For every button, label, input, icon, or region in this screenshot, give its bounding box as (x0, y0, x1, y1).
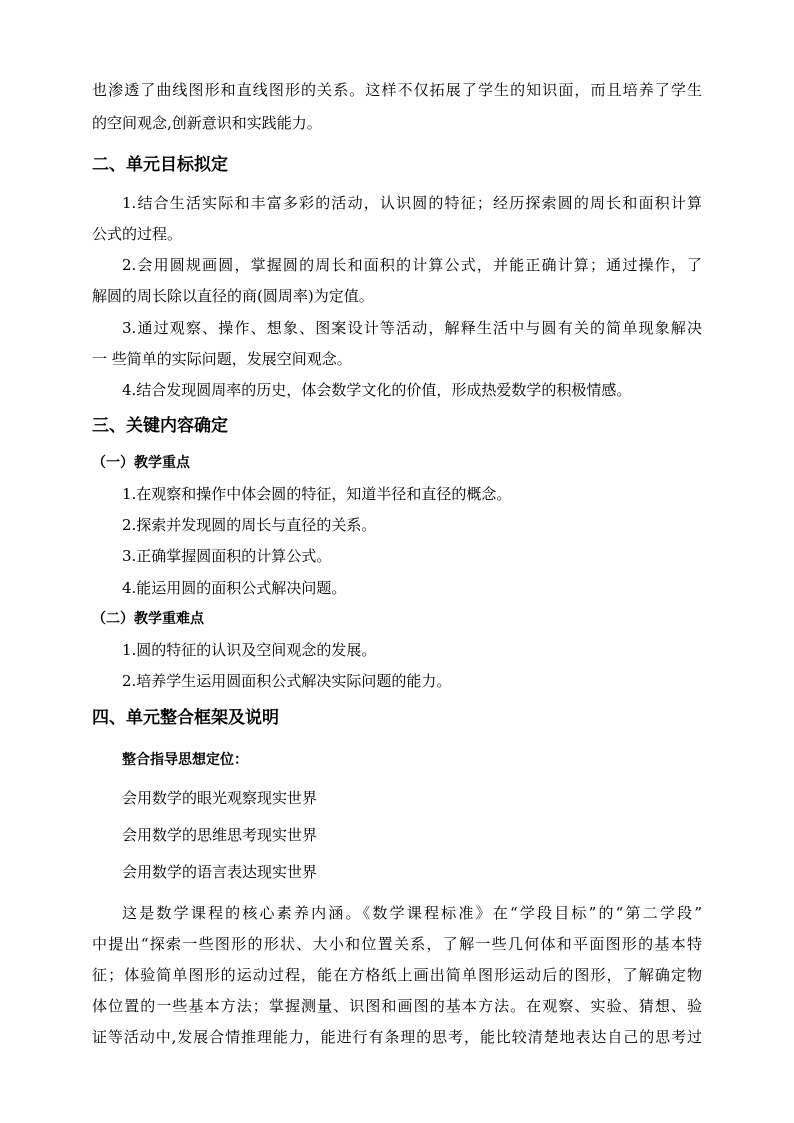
goal-3-line-1: 3.通过观察、操作、想象、图案设计等活动，解释生活中与圆有关的简单现象解决 (122, 319, 702, 337)
key-point-4: 4.能运用圆的面积公式解决问题。 (122, 579, 347, 597)
body-line-4: 体位置的一些基本方法；掌握测量、识图和画图的基本方法。在观察、实验、猜想、验 (92, 997, 702, 1015)
section-3-heading: 三、关键内容确定 (92, 416, 228, 436)
key-point-2: 2.探索并发现圆的周长与直径的关系。 (122, 516, 377, 534)
key-point-3: 3.正确掌握圆面积的计算公式。 (122, 547, 332, 565)
body-line-3: 征；体验简单图形的运动过程，能在方格纸上画出简单图形运动后的图形，了解确定物 (92, 966, 702, 984)
difficult-point-2: 2.培养学生运用圆面积公式解决实际问题的能力。 (122, 672, 452, 690)
guiding-point-2: 会用数学的思维思考现实世界 (122, 826, 318, 844)
difficult-points-heading: （二）教学重难点 (92, 611, 204, 627)
body-line-1: 这是数学课程的核心素养内涵。《数学课程标准》在“学段目标”的“第二学段” (122, 904, 702, 922)
key-point-1: 1.在观察和操作中体会圆的特征，知道半径和直径的概念。 (122, 485, 512, 503)
guiding-point-3: 会用数学的语言表达现实世界 (122, 863, 318, 881)
section-2-heading: 二、单元目标拟定 (92, 155, 228, 175)
body-line-5: 证等活动中,发展合情推理能力，能进行有条理的思考，能比较清楚地表达自己的思考过 (92, 1028, 702, 1046)
goal-3-line-2: 一 些简单的实际问题，发展空间观念。 (92, 350, 352, 368)
goal-1-line-2: 公式的过程。 (92, 225, 183, 243)
guiding-point-1: 会用数学的眼光观察现实世界 (122, 789, 318, 807)
goal-2-line-1: 2.会用圆规画圆，掌握圆的周长和面积的计算公式，并能正确计算；通过操作，了 (122, 256, 702, 274)
goal-2-line-2: 解圆的周长除以直径的商(圆周率)为定值。 (92, 287, 374, 305)
section-4-heading: 四、单元整合框架及说明 (92, 708, 279, 728)
difficult-point-1: 1.圆的特征的认识及空间观念的发展。 (122, 641, 377, 659)
body-line-2: 中提出“探索一些图形的形状、大小和位置关系，了解一些几何体和平面图形的基本特 (92, 935, 702, 953)
intro-line-2: 的空间观念,创新意识和实践能力。 (92, 114, 322, 132)
guiding-idea-heading: 整合指导思想定位： (122, 752, 248, 768)
key-points-heading: （一）教学重点 (92, 455, 190, 471)
goal-1-line-1: 1.结合生活实际和丰富多彩的活动，认识圆的特征；经历探索圆的周长和面积计算 (122, 194, 702, 212)
intro-line-1: 也渗透了曲线图形和直线图形的关系。这样不仅拓展了学生的知识面，而且培养了学生 (92, 81, 702, 99)
goal-4: 4.结合发现圆周率的历史，体会数学文化的价值，形成热爱数学的积极情感。 (122, 381, 632, 399)
